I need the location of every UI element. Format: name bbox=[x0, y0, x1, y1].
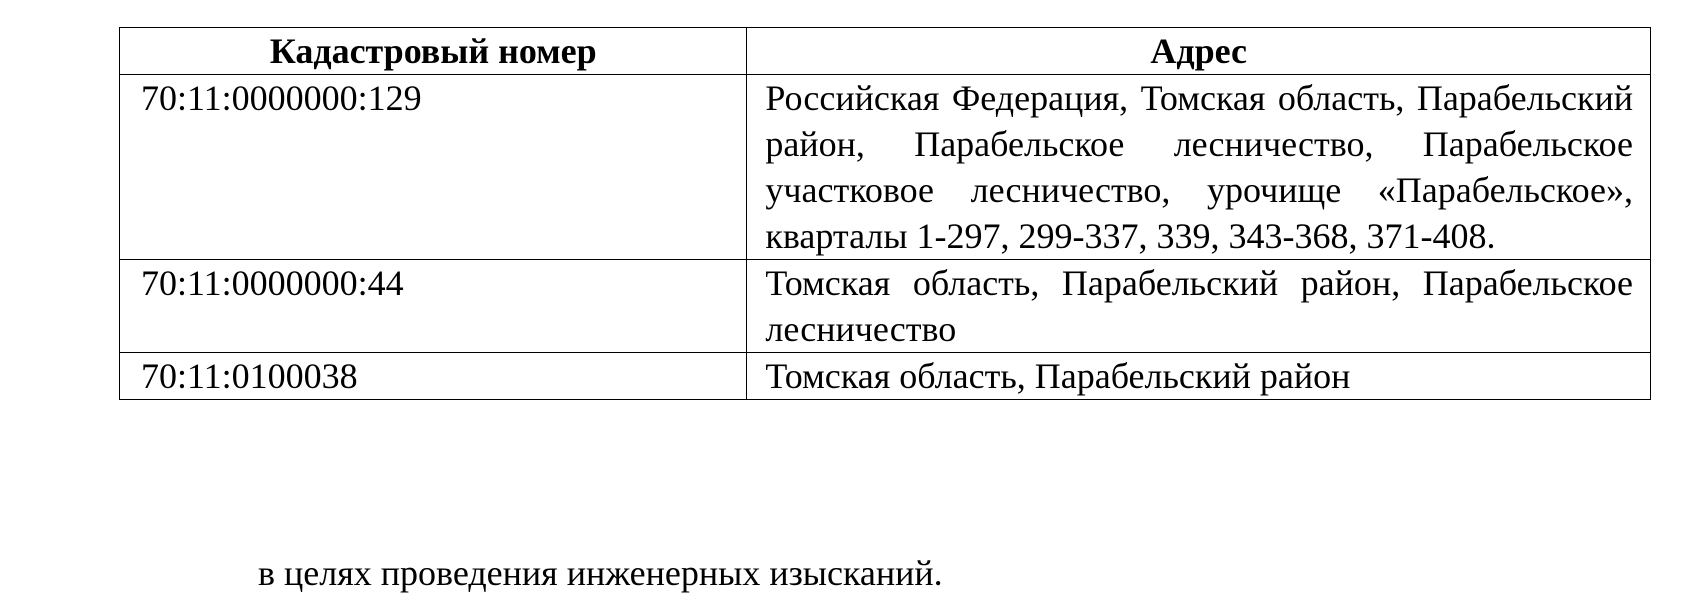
cadastral-number-cell: 70:11:0000000:129 bbox=[120, 75, 747, 260]
table-row bbox=[120, 353, 1651, 400]
purpose-paragraph: в целях проведения инженерных изысканий. bbox=[258, 553, 943, 593]
column-header-cadastral-number: Кадастровый номер bbox=[120, 28, 747, 75]
address-cell: Томская область, Парабельский район, Парабельское лесничество bbox=[747, 260, 1651, 353]
address-cell: Российская Федерация, Томская область, Парабельский район, Парабельское лесничество, Парабельское участковое лесничество, урочище «Парабельское», кварталы 1-297, 299-337, 339, 343-368, 371-408. bbox=[747, 75, 1651, 260]
table-row bbox=[120, 75, 1651, 260]
address-cell: Томская область, Парабельский район bbox=[747, 353, 1651, 400]
table-row bbox=[120, 260, 1651, 353]
table-header-row bbox=[120, 28, 1651, 75]
cadastral-number-cell: 70:11:0100038 bbox=[120, 353, 747, 400]
cadastral-number-cell: 70:11:0000000:44 bbox=[120, 260, 747, 353]
cadastral-table bbox=[119, 27, 1651, 400]
column-header-address: Адрес bbox=[747, 28, 1651, 75]
